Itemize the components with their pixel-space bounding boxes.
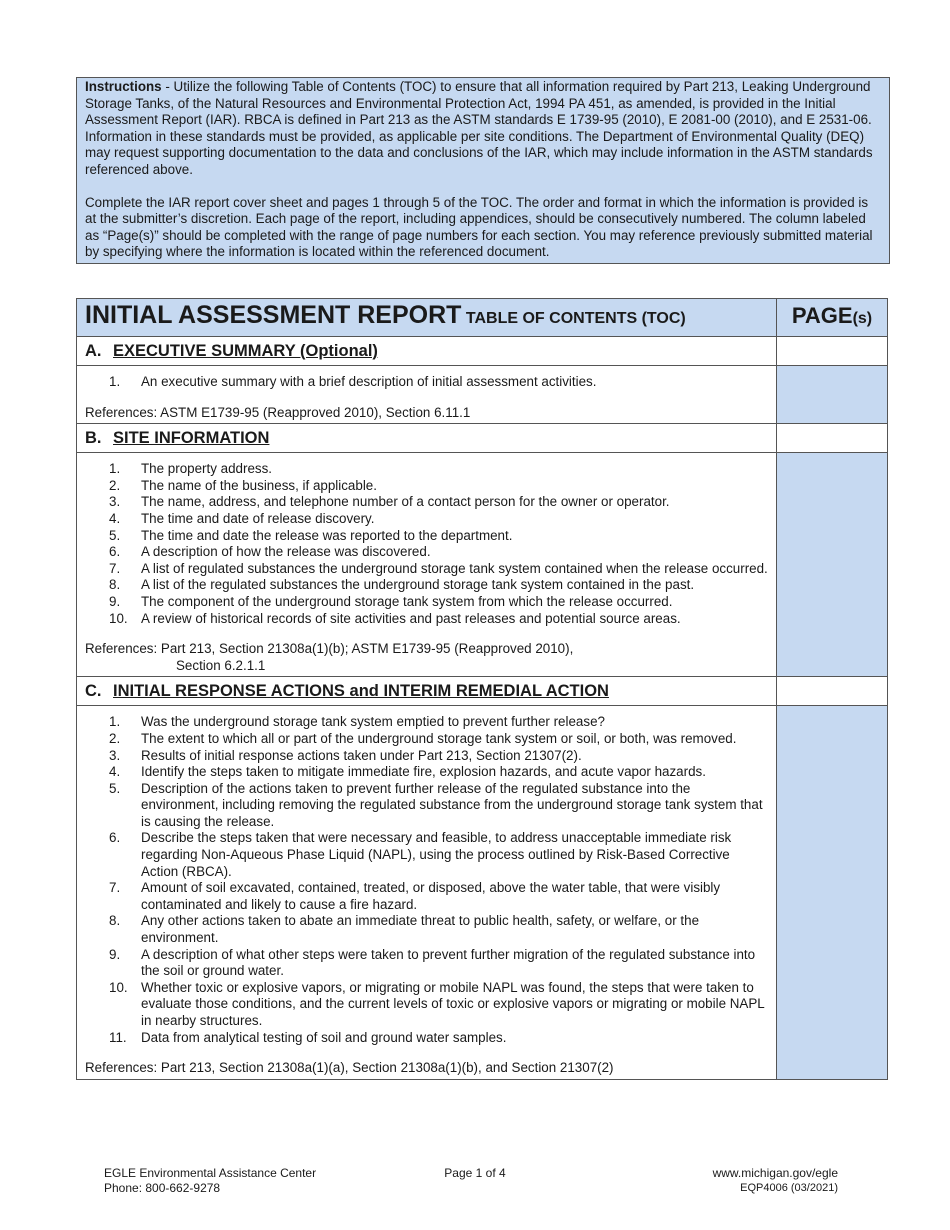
list-item-text: A list of the regulated substances the underground storage tank system contained in the past. [141,577,695,593]
list-item-text: Whether toxic or explosive vapors, or migrating or mobile NAPL was found, the steps that were taken to evaluate those conditions, and the current levels of toxic or explosive vapors or migrating or mobile NAPL in nearby structures. [141,979,765,1028]
section-b-page-heading-cell [777,424,888,453]
list-item-text: The property address. [141,461,272,477]
list-item [85,830,768,880]
footer-url: www.michigan.gov/egle [712,1166,838,1180]
list-item-text: Data from analytical testing of soil and ground water samples. [141,1029,507,1045]
list-item [85,781,768,831]
list-item [85,731,768,748]
footer-form-id: EQP4006 (03/2021) [740,1181,838,1194]
list-item-number: 2. [109,730,121,746]
section-a-heading-row [77,337,888,366]
reference-line: References: ASTM E1739-95 (Reapproved 2010), Section 6.11.1 [85,404,471,420]
list-item-number: 6. [109,830,121,846]
section-c-letter: C. [85,682,102,701]
section-a-title: EXECUTIVE SUMMARY (Optional) [113,341,378,360]
list-item-text: A description of how the release was discovered. [141,544,431,560]
list-item-text: A description of what other steps were taken to prevent further migration of the regulated substance into the soil or ground water. [141,946,756,979]
list-item [85,577,768,594]
section-b-page-range-field[interactable] [777,453,888,677]
list-item [85,461,768,478]
list-item-number: 4. [109,764,121,780]
section-c-references [85,1060,768,1079]
section-b-heading [77,424,777,453]
section-c-heading-row [77,677,888,706]
list-item-number: 1. [109,461,121,477]
footer-org: EGLE Environmental Assistance Center [104,1166,317,1180]
toc-title-sub: TABLE OF CONTENTS (TOC) [461,310,686,328]
list-item-number: 8. [109,577,121,593]
section-b-letter: B. [85,428,102,447]
list-item-text: The time and date the release was reported to the department. [141,527,513,543]
list-item-text: Describe the steps taken that were necessary and feasible, to address unacceptable immediate risk regarding Non-Aqueous Phase Liquid (NAPL), using the process outlined by Risk-Based Corrective Action (RBCA). [141,830,732,879]
instructions-label: Instructions [85,79,162,94]
list-item-text: Identify the steps taken to mitigate immediate fire, explosion hazards, and acute vapor hazards. [141,764,706,780]
list-item [85,1030,768,1047]
instructions-paragraph-2: Complete the IAR report cover sheet and pages 1 through 5 of the TOC. The order and format in which the information is provided is at the submitter’s discretion. Each page of the report, including appendices, should be consecutively numbered. The column labeled as “Page(s)” should be completed with the range of page numbers for each section. You may reference previously submitted material by specifying where the information is located within the referenced document. [85,194,873,260]
list-item-text: Amount of soil excavated, contained, treated, or disposed, above the water table, that were visibly contaminated and likely to cause a fire hazard. [141,880,721,912]
reference-line: References: Part 213, Section 21308a(1)(b); ASTM E1739-95 (Reapproved 2010), [85,641,574,657]
instructions-text-1: - Utilize the following Table of Contents (TOC) to ensure that all information required by Part 213, Leaking Underground Storage Tanks, of the Natural Resources and Environmental Protection Act, 1994 PA 451, as amended, is provided in the Initial Assessment Report (IAR). RBCA is defined in Part 213 as the ASTM standards E 1739-95 (2010), E 2081-00 (2010), and E 2531-06. Information in these standards must be provided, as applicable per site conditions. The Department of Environmental Quality (DEQ) may request supporting documentation to the data and conclusions of the IAR, which may include information in the ASTM standards referenced above. [85,79,873,177]
section-a-letter: A. [85,341,102,360]
list-item [85,528,768,545]
list-item-number: 7. [109,560,121,576]
section-a-references [85,405,768,424]
list-item [85,764,768,781]
list-item-text: The extent to which all or part of the underground storage tank system or soil, or both, was removed. [141,730,737,746]
section-a-heading [77,337,777,366]
toc-header-row [77,299,888,337]
list-item [85,880,768,913]
list-item-number: 1. [109,374,121,389]
list-item [85,748,768,765]
list-item-number: 9. [109,593,121,609]
list-item [85,561,768,578]
list-item [85,913,768,946]
section-b-title: SITE INFORMATION [113,428,270,447]
list-item-text: The component of the underground storage tank system from which the release occurred. [141,593,673,609]
footer-phone: Phone: 800-662-9278 [104,1180,221,1195]
list-item-number: 6. [109,544,121,560]
list-item-number: 9. [109,946,121,962]
list-item-number: 5. [109,527,121,543]
list-item-text: An executive summary with a brief description of initial assessment activities. [141,374,597,389]
list-item [85,594,768,611]
section-c-item-list [85,714,768,1046]
section-c-page-heading-cell [777,677,888,706]
toc-title [77,299,777,337]
toc-table [76,298,888,1080]
list-item-text: Results of initial response actions taken under Part 213, Section 21307(2). [141,747,582,763]
list-item-number: 7. [109,880,121,896]
toc-title-main: INITIAL ASSESSMENT REPORT [85,301,462,330]
list-item-number: 8. [109,913,121,929]
section-b-item-list [85,461,768,627]
section-c-heading [77,677,777,706]
list-item-number: 5. [109,780,121,796]
list-item-number: 3. [109,494,121,510]
list-item-number: 11. [109,1029,127,1045]
list-item [85,611,768,628]
list-item-text: Any other actions taken to abate an immediate threat to public health, safety, or welfare, or the environment. [141,913,700,946]
footer-page-number: Page 1 of 4 [444,1166,506,1180]
section-c-content [77,706,777,1079]
section-a-page-heading-cell [777,337,888,366]
list-item-text: A review of historical records of site activities and past releases and potential source areas. [141,610,681,626]
section-b-content [77,453,777,677]
list-item [85,478,768,495]
list-item-number: 2. [109,477,121,493]
section-a-item-list [85,374,768,391]
page-header-suffix: (s) [852,309,873,327]
list-item [85,544,768,561]
list-item-text: The name of the business, if applicable. [141,477,377,493]
section-c-body-row [77,706,888,1079]
list-item-number: 10. [109,979,128,995]
list-item-text: The time and date of release discovery. [141,510,375,526]
section-a-body-row [77,366,888,424]
page-column-header [777,299,888,337]
section-b-heading-row [77,424,888,453]
section-b-references [85,641,768,676]
reference-line: References: Part 213, Section 21308a(1)(a), Section 21308a(1)(b), and Section 21307(2) [85,1060,614,1076]
list-item-text: A list of regulated substances the underground storage tank system contained when the release occurred. [141,560,768,576]
page-header-main: PAGE [791,302,853,328]
reference-line: Section 6.2.1.1 [176,657,266,673]
list-item [85,980,768,1030]
section-c-title: INITIAL RESPONSE ACTIONS and INTERIM REMEDIAL ACTION [113,682,609,701]
list-item [85,947,768,980]
list-item [85,714,768,731]
list-item [85,511,768,528]
instructions-box [76,77,890,264]
list-item-number: 10. [109,610,128,626]
list-item-number: 3. [109,747,121,763]
list-item-number: 4. [109,510,121,526]
section-b-body-row [77,453,888,677]
list-item-text: The name, address, and telephone number of a contact person for the owner or operator. [141,494,670,510]
list-item-number: 1. [109,714,121,730]
section-c-page-range-field[interactable] [777,706,888,1079]
instructions-paragraph-1 [85,79,881,179]
list-item-text: Was the underground storage tank system emptied to prevent further release? [141,714,605,730]
footer-right [713,1166,838,1195]
list-item [85,494,768,511]
section-a-content [77,366,777,424]
list-item-text: Description of the actions taken to prevent further release of the regulated substance into the environment, including removing the regulated substance from the underground storage tank system that is causing the release. [141,780,763,829]
section-a-page-range-field[interactable] [777,366,888,424]
list-item [85,374,768,391]
